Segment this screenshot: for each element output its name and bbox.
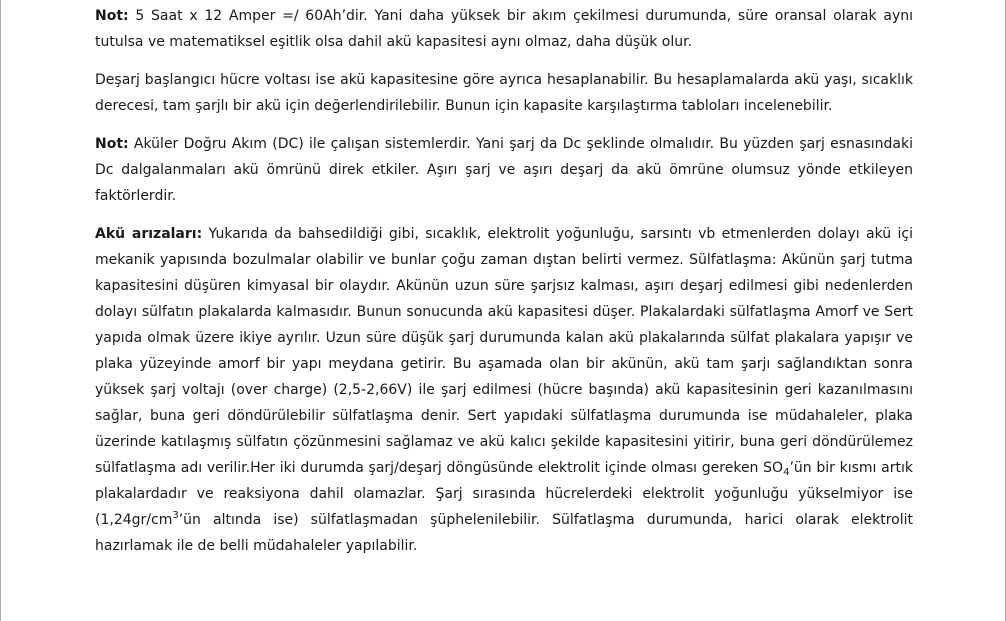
subscript: 4 [783, 467, 790, 478]
document-body [95, 3, 913, 571]
section-label: Akü arızaları: [95, 226, 203, 242]
paragraph-note-dc [95, 131, 913, 209]
paragraph-text: Yukarıda da bahsedildiği gibi, sıcaklık, elektrolit yoğunluğu, sarsıntı vb etmenlerden dolayı akü içi mekanik yapısında bozulmalar olabilir ve bunlar çoğu zaman dıştan belirti vermez. Sülfatlaşma: Akünün şarj tutma kapasitesini düşüren kimyasal bir olaydır. Akünün uzun süre şarjsız kalması, aşırı deşarj edilmesi gibi nedenlerden dolayı sülfatın plakalarda kalmasıdır. Bunun sonucunda akü kapasitesi düşer. Plakalardaki sülfatlaşma Amorf ve Sert yapıda olmak üzere ikiye ayrılır. Uzun süre düşük şarj durumunda kalan akü plakalarında sülfat plakalara yapışır ve plaka yüzeyinde amorf bir yapı meydana getirir. Bu aşamada olan bir akünün, akü tam şarjı sağlandıktan sonra yüksek şarj voltajı (over charge) (2,5-2,66V) ile şarj edilmesi (hücre başında) akü kapasitesinin geri kazanılmasını sağlar, buna geri döndürülebilir sülfatlaşma denir. Sert yapıdaki sülfatlaşma durumunda ise müdahaleler, plaka üzerinde katılaşmış sülfatın çözünmesini sağlamaz ve akü kalıcı şekilde kapasitesini yitirir, buna geri döndürülemez sülfatlaşma adı verilir.Her iki durumda şarj/deşarj döngüsünde elektrolit içinde olması gereken SO [95, 226, 914, 476]
paragraph-note-capacity [95, 3, 913, 55]
note-label: Not: [95, 136, 129, 152]
paragraph-text: 5 Saat x 12 Amper =/ 60Ah’dir. Yani daha yüksek bir akım çekilmesi durumunda, süre oransal olarak aynı tutulsa ve matematiksel eşitlik olsa dahil akü kapasitesi aynı olmaz, daha düşük olur. [95, 8, 913, 50]
superscript: 3 [172, 510, 179, 521]
paragraph-text: Deşarj başlangıcı hücre voltası ise akü kapasitesine göre ayrıca hesaplanabilir. Bu hesaplamalarda akü yaşı, sıcaklık derecesi, tam şarjlı bir akü için değerlendirilebilir. Bunun için kapasite karşılaştırma tabloları incelenebilir. [95, 72, 913, 114]
paragraph-text: Aküler Doğru Akım (DC) ile çalışan sistemlerdir. Yani şarj da Dc şeklinde olmalıdır. Bu yüzden şarj esnasındaki Dc dalgalanmaları akü ömrünü direk etkiler. Aşırı şarj ve aşırı deşarj da akü ömrüne olumsuz yönde etkileyen faktörlerdir. [95, 136, 913, 204]
paragraph-battery-faults [95, 221, 913, 559]
paragraph-text: ’ün altında ise) sülfatlaşmadan şüphelenilebilir. Sülfatlaşma durumunda, harici olarak elektrolit hazırlamak ile de belli müdahaleler yapılabilir. [95, 512, 913, 554]
note-label: Not: [95, 8, 129, 24]
paragraph-text: ’ün bir kısmı artık plakalardadır ve reaksiyona dahil olamazlar. Şarj sırasında hücrelerdeki elektrolit yoğunluğu yükselmiyor ise (1,24gr/cm [95, 460, 913, 528]
paragraph-discharge-voltage [95, 67, 913, 119]
